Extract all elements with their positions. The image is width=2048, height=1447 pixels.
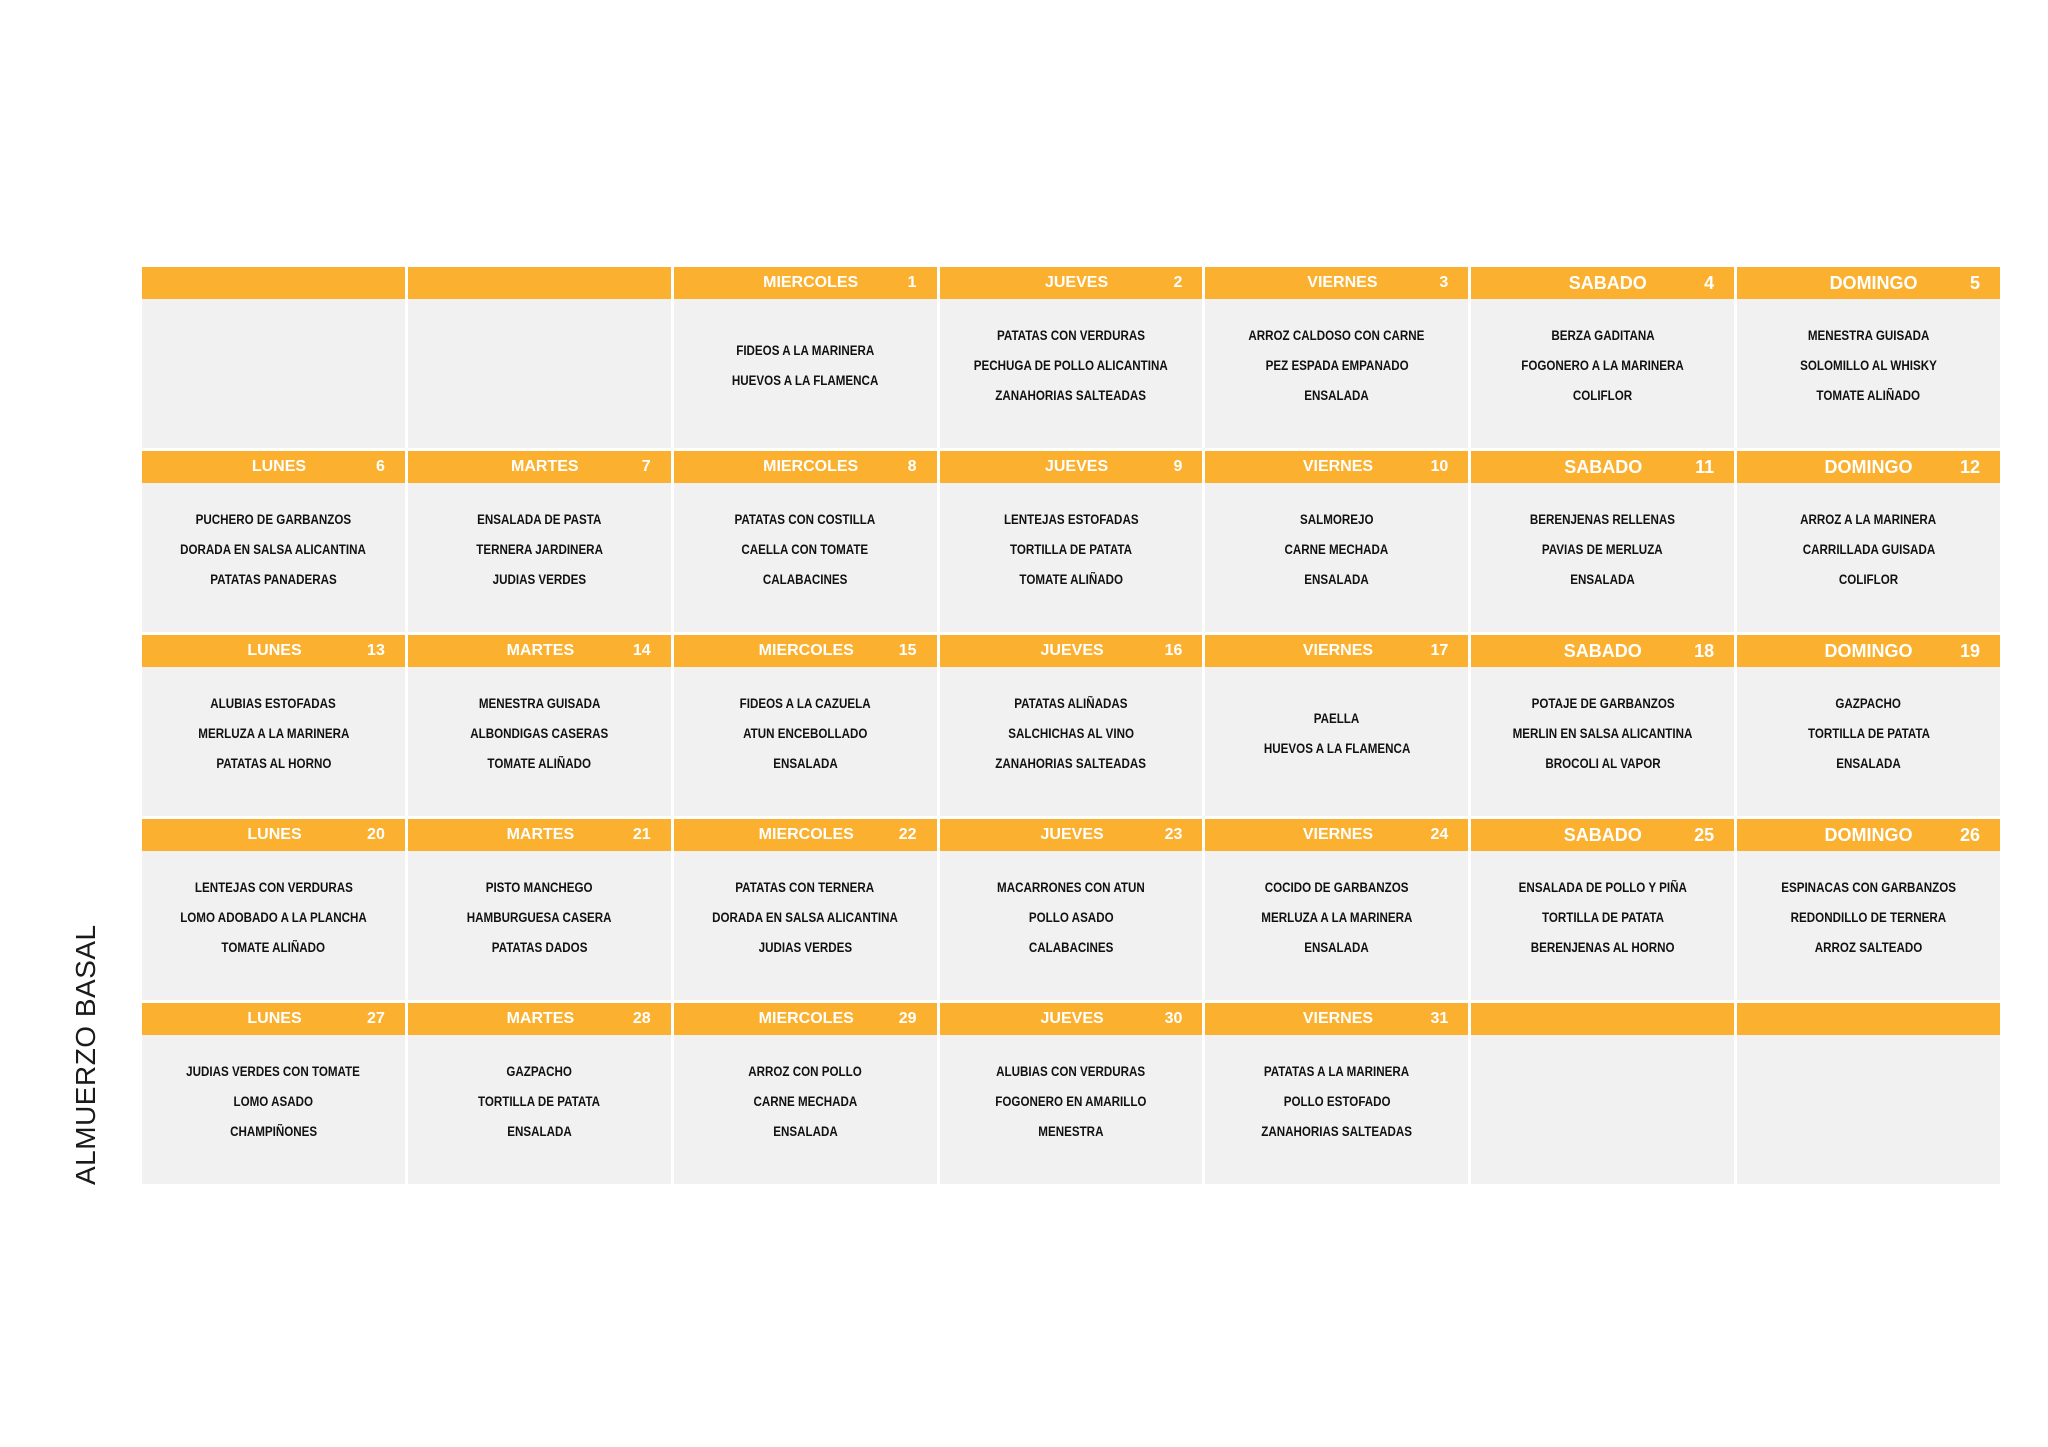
day-header [940,1003,1203,1035]
day-menu [940,1035,1203,1184]
day-number: 11 [1695,456,1715,477]
dish-item: HUEVOS A LA FLAMENCA [731,372,879,388]
day-cell [1471,451,1734,632]
day-header [408,819,671,851]
dish-item: ENSALADA [1836,755,1901,771]
day-cell [408,451,671,632]
dish-item: PATATAS CON VERDURAS [997,327,1145,343]
dish-item: ENSALADA DE POLLO Y PIÑA [1518,879,1687,895]
day-name: JUEVES [1040,642,1104,659]
day-menu [674,667,937,816]
day-cell [940,635,1203,816]
day-header [1471,451,1734,483]
day-name: MIERCOLES [763,274,859,291]
dish-item: CARRILLADA GUISADA [1802,541,1935,557]
day-menu [408,483,671,632]
day-cell [1471,635,1734,816]
dish-item: DORADA EN SALSA ALICANTINA [180,541,367,557]
dish-item: PATATAS AL HORNO [215,755,331,771]
day-cell [1737,267,2000,448]
dish-item: PATATAS DADOS [491,939,588,955]
day-name: MIERCOLES [758,826,854,843]
day-number: 4 [1704,272,1715,293]
day-menu [142,851,405,1000]
day-cell [1471,1003,1734,1184]
day-menu [1471,851,1734,1000]
day-name: LUNES [247,826,302,843]
dish-item: MERLUZA A LA MARINERA [197,725,349,741]
dish-item: MENESTRA [1038,1123,1104,1139]
dish-item: POLLO ESTOFADO [1283,1093,1391,1109]
dish-item: ALUBIAS CON VERDURAS [996,1063,1146,1079]
day-header [1737,635,2000,667]
day-number: 17 [1430,642,1449,659]
day-menu [408,299,671,448]
dish-item: GAZPACHO [1835,695,1902,711]
day-header [1737,1003,2000,1035]
day-cell [142,451,405,632]
day-number: 1 [907,274,917,291]
day-menu [1205,1035,1468,1184]
dish-item: ARROZ A LA MARINERA [1800,511,1937,527]
day-cell [940,1003,1203,1184]
dish-item: ARROZ SALTEADO [1814,939,1923,955]
dish-item: LOMO ADOBADO A LA PLANCHA [180,909,367,925]
dish-item: COLIFLOR [1573,387,1633,403]
dish-item: MERLUZA A LA MARINERA [1261,909,1413,925]
day-menu [1737,1035,2000,1184]
day-name: LUNES [247,642,302,659]
dish-item: PEZ ESPADA EMPANADO [1265,357,1409,373]
day-header [408,267,671,299]
day-cell [674,1003,937,1184]
day-menu [1205,851,1468,1000]
day-header [142,819,405,851]
day-name: SABADO [1563,824,1642,845]
day-header [1737,267,2000,299]
day-name: SABADO [1563,640,1642,661]
dish-item: CHAMPIÑONES [229,1123,317,1139]
dish-item: ZANAHORIAS SALTEADAS [995,387,1147,403]
dish-item: ATUN ENCEBOLLADO [742,725,868,741]
day-cell [1737,819,2000,1000]
day-header [674,819,937,851]
dish-item: LENTEJAS ESTOFADAS [1003,511,1139,527]
day-menu [1737,483,2000,632]
day-header [1737,819,2000,851]
dish-item: PATATAS A LA MARINERA [1264,1063,1410,1079]
day-name: VIERNES [1307,274,1378,291]
dish-item: PATATAS CON TERNERA [735,879,875,895]
day-header [1737,451,2000,483]
day-header [142,451,405,483]
day-header [940,451,1203,483]
day-number: 9 [1173,458,1183,475]
day-cell [142,819,405,1000]
day-header [940,635,1203,667]
day-menu [1737,667,2000,816]
day-name: MARTES [506,826,575,843]
day-menu [674,1035,937,1184]
day-menu [408,667,671,816]
day-menu [1205,667,1468,816]
day-number: 10 [1430,458,1449,475]
day-header [940,819,1203,851]
day-cell [408,267,671,448]
day-cell [142,267,405,448]
day-number: 31 [1430,1010,1449,1027]
dish-item: HAMBURGUESA CASERA [466,909,612,925]
dish-item: SALMOREJO [1300,511,1374,527]
day-number: 30 [1164,1010,1183,1027]
day-header [142,635,405,667]
dish-item: BROCOLI AL VAPOR [1545,755,1661,771]
day-number: 3 [1439,274,1449,291]
dish-item: FIDEOS A LA MARINERA [736,342,875,358]
day-cell [408,1003,671,1184]
day-menu [1205,483,1468,632]
dish-item: ARROZ CON POLLO [748,1063,862,1079]
day-number: 7 [641,458,651,475]
day-name: SABADO [1568,272,1647,293]
day-menu [1471,1035,1734,1184]
day-number: 18 [1694,640,1715,661]
dish-item: POLLO ASADO [1028,909,1114,925]
dish-item: COCIDO DE GARBANZOS [1264,879,1409,895]
day-menu [1471,299,1734,448]
day-name: JUEVES [1044,274,1109,291]
day-header [1471,635,1734,667]
day-number: 23 [1164,826,1183,843]
day-menu [940,299,1203,448]
dish-item: ENSALADA [772,755,838,771]
dish-item: PAELLA [1314,710,1360,726]
day-menu [142,667,405,816]
dish-item: MACARRONES CON ATUN [997,879,1145,895]
dish-item: FOGONERO EN AMARILLO [995,1093,1147,1109]
day-menu [674,299,937,448]
dish-item: LOMO ASADO [233,1093,314,1109]
day-menu [142,299,405,448]
dish-item: COLIFLOR [1838,571,1899,587]
day-name: MIERCOLES [758,642,854,659]
dish-item: ENSALADA [1304,571,1370,587]
dish-item: MENESTRA GUISADA [478,695,601,711]
day-number: 2 [1173,274,1183,291]
dish-item: FIDEOS A LA CAZUELA [739,695,871,711]
menu-calendar-grid [142,267,2000,1184]
day-header [1205,451,1468,483]
day-number: 8 [907,458,917,475]
day-name: VIERNES [1302,1010,1374,1027]
dish-item: BERENJENAS RELLENAS [1530,511,1676,527]
dish-item: TORTILLA DE PATATA [1009,541,1133,557]
day-name: DOMINGO [1824,824,1913,845]
day-cell [1471,819,1734,1000]
day-header [674,267,937,299]
day-cell [1471,267,1734,448]
dish-item: ENSALADA [1304,939,1370,955]
day-header [674,1003,937,1035]
day-number: 20 [367,826,385,843]
dish-item: TORTILLA DE PATATA [1807,725,1930,741]
day-number: 5 [1969,272,1980,293]
day-menu [674,483,937,632]
day-cell [408,819,671,1000]
dish-item: SALCHICHAS AL VINO [1008,725,1134,741]
day-menu [1205,299,1468,448]
day-number: 22 [898,826,917,843]
day-cell [674,267,937,448]
day-name: LUNES [247,1010,302,1027]
dish-item: CALABACINES [1028,939,1114,955]
day-menu [408,851,671,1000]
dish-item: HUEVOS A LA FLAMENCA [1263,740,1411,756]
day-header [408,635,671,667]
dish-item: ZANAHORIAS SALTEADAS [995,755,1147,771]
dish-item: ARROZ CALDOSO CON CARNE [1248,327,1425,343]
dish-item: FOGONERO A LA MARINERA [1521,357,1684,373]
day-header [940,267,1203,299]
day-header [142,267,405,299]
day-cell [940,819,1203,1000]
day-header [1205,819,1468,851]
dish-item: ESPINACAS CON GARBANZOS [1781,879,1956,895]
dish-item: JUDIAS VERDES CON TOMATE [186,1063,361,1079]
dish-item: PISTO MANCHEGO [485,879,593,895]
day-menu [940,483,1203,632]
dish-item: TOMATE ALIÑADO [487,755,592,771]
day-header [142,1003,405,1035]
day-name: DOMINGO [1824,640,1913,661]
day-menu [1737,851,2000,1000]
dish-item: TOMATE ALIÑADO [1019,571,1123,587]
dish-item: JUDIAS VERDES [492,571,587,587]
day-number: 29 [898,1010,917,1027]
day-name: MIERCOLES [758,1010,854,1027]
day-name: VIERNES [1302,826,1374,843]
day-header [1205,1003,1468,1035]
day-menu [1471,483,1734,632]
day-cell [1737,451,2000,632]
dish-item: SOLOMILLO AL WHISKY [1800,357,1937,373]
dish-item: BERENJENAS AL HORNO [1530,939,1675,955]
day-name: VIERNES [1302,642,1374,659]
day-menu [940,667,1203,816]
day-menu [408,1035,671,1184]
menu-title: ALMUERZO BASAL [70,924,101,1185]
day-name: VIERNES [1302,458,1374,475]
day-header [408,451,671,483]
day-header [1471,819,1734,851]
dish-item: ZANAHORIAS SALTEADAS [1261,1123,1413,1139]
dish-item: PATATAS ALIÑADAS [1014,695,1128,711]
dish-item: POTAJE DE GARBANZOS [1531,695,1675,711]
dish-item: ENSALADA [1304,387,1370,403]
day-name: MARTES [506,642,575,659]
day-header [1471,267,1734,299]
day-number: 12 [1959,456,1980,477]
dish-item: GAZPACHO [506,1063,573,1079]
day-cell [674,819,937,1000]
dish-item: TORTILLA DE PATATA [1541,909,1664,925]
dish-item: CARNE MECHADA [753,1093,858,1109]
dish-item: ALBONDIGAS CASERAS [470,725,609,741]
day-number: 13 [367,642,385,659]
day-name: JUEVES [1040,1010,1104,1027]
dish-item: JUDIAS VERDES [758,939,852,955]
dish-item: ALUBIAS ESTOFADAS [210,695,337,711]
dish-item: TORTILLA DE PATATA [478,1093,601,1109]
day-number: 26 [1959,824,1980,845]
day-cell [1737,635,2000,816]
dish-item: TERNERA JARDINERA [475,541,603,557]
day-cell [940,267,1203,448]
dish-item: LENTEJAS CON VERDURAS [194,879,353,895]
day-menu [1737,299,2000,448]
dish-item: MERLIN EN SALSA ALICANTINA [1512,725,1693,741]
day-cell [142,635,405,816]
day-cell [1205,635,1468,816]
dish-item: PAVIAS DE MERLUZA [1542,541,1664,557]
day-name: MARTES [511,458,579,475]
day-menu [674,851,937,1000]
day-name: DOMINGO [1824,456,1913,477]
dish-item: TOMATE ALIÑADO [1816,387,1921,403]
day-cell [142,1003,405,1184]
day-number: 24 [1430,826,1449,843]
dish-item: BERZA GADITANA [1551,327,1655,343]
dish-item: CARNE MECHADA [1284,541,1389,557]
day-cell [1205,451,1468,632]
day-name: LUNES [251,458,307,475]
day-cell [940,451,1203,632]
day-name: MIERCOLES [763,458,859,475]
day-number: 21 [632,826,651,843]
day-cell [674,451,937,632]
dish-item: CAELLA CON TOMATE [741,541,869,557]
dish-item: DORADA EN SALSA ALICANTINA [712,909,899,925]
day-name: JUEVES [1044,458,1109,475]
dish-item: PECHUGA DE POLLO ALICANTINA [974,357,1168,373]
day-number: 19 [1959,640,1980,661]
day-cell [674,635,937,816]
dish-item: ENSALADA [507,1123,572,1139]
day-number: 6 [375,458,385,475]
day-name: MARTES [506,1010,575,1027]
dish-item: PUCHERO DE GARBANZOS [195,511,352,527]
dish-item: PATATAS CON COSTILLA [734,511,876,527]
day-header [408,1003,671,1035]
day-cell [1205,1003,1468,1184]
day-number: 15 [898,642,917,659]
day-number: 28 [632,1010,651,1027]
day-name: DOMINGO [1829,272,1918,293]
dish-item: PATATAS PANADERAS [210,571,337,587]
day-cell [1737,1003,2000,1184]
day-menu [940,851,1203,1000]
dish-item: CALABACINES [762,571,848,587]
dish-item: ENSALADA DE PASTA [477,511,602,527]
day-header [1205,635,1468,667]
day-menu [1471,667,1734,816]
day-number: 27 [367,1010,385,1027]
day-name: JUEVES [1040,826,1104,843]
day-cell [1205,819,1468,1000]
dish-item: ENSALADA [1570,571,1635,587]
day-cell [408,635,671,816]
day-cell [1205,267,1468,448]
day-number: 14 [632,642,651,659]
dish-item: ENSALADA [772,1123,838,1139]
day-menu [142,1035,405,1184]
dish-item: MENESTRA GUISADA [1807,327,1930,343]
dish-item: TOMATE ALIÑADO [221,939,326,955]
day-header [674,635,937,667]
day-header [1205,267,1468,299]
day-menu [142,483,405,632]
day-header [1471,1003,1734,1035]
day-header [674,451,937,483]
dish-item: REDONDILLO DE TERNERA [1790,909,1947,925]
day-number: 16 [1164,642,1183,659]
day-number: 25 [1694,824,1715,845]
day-name: SABADO [1564,456,1643,477]
